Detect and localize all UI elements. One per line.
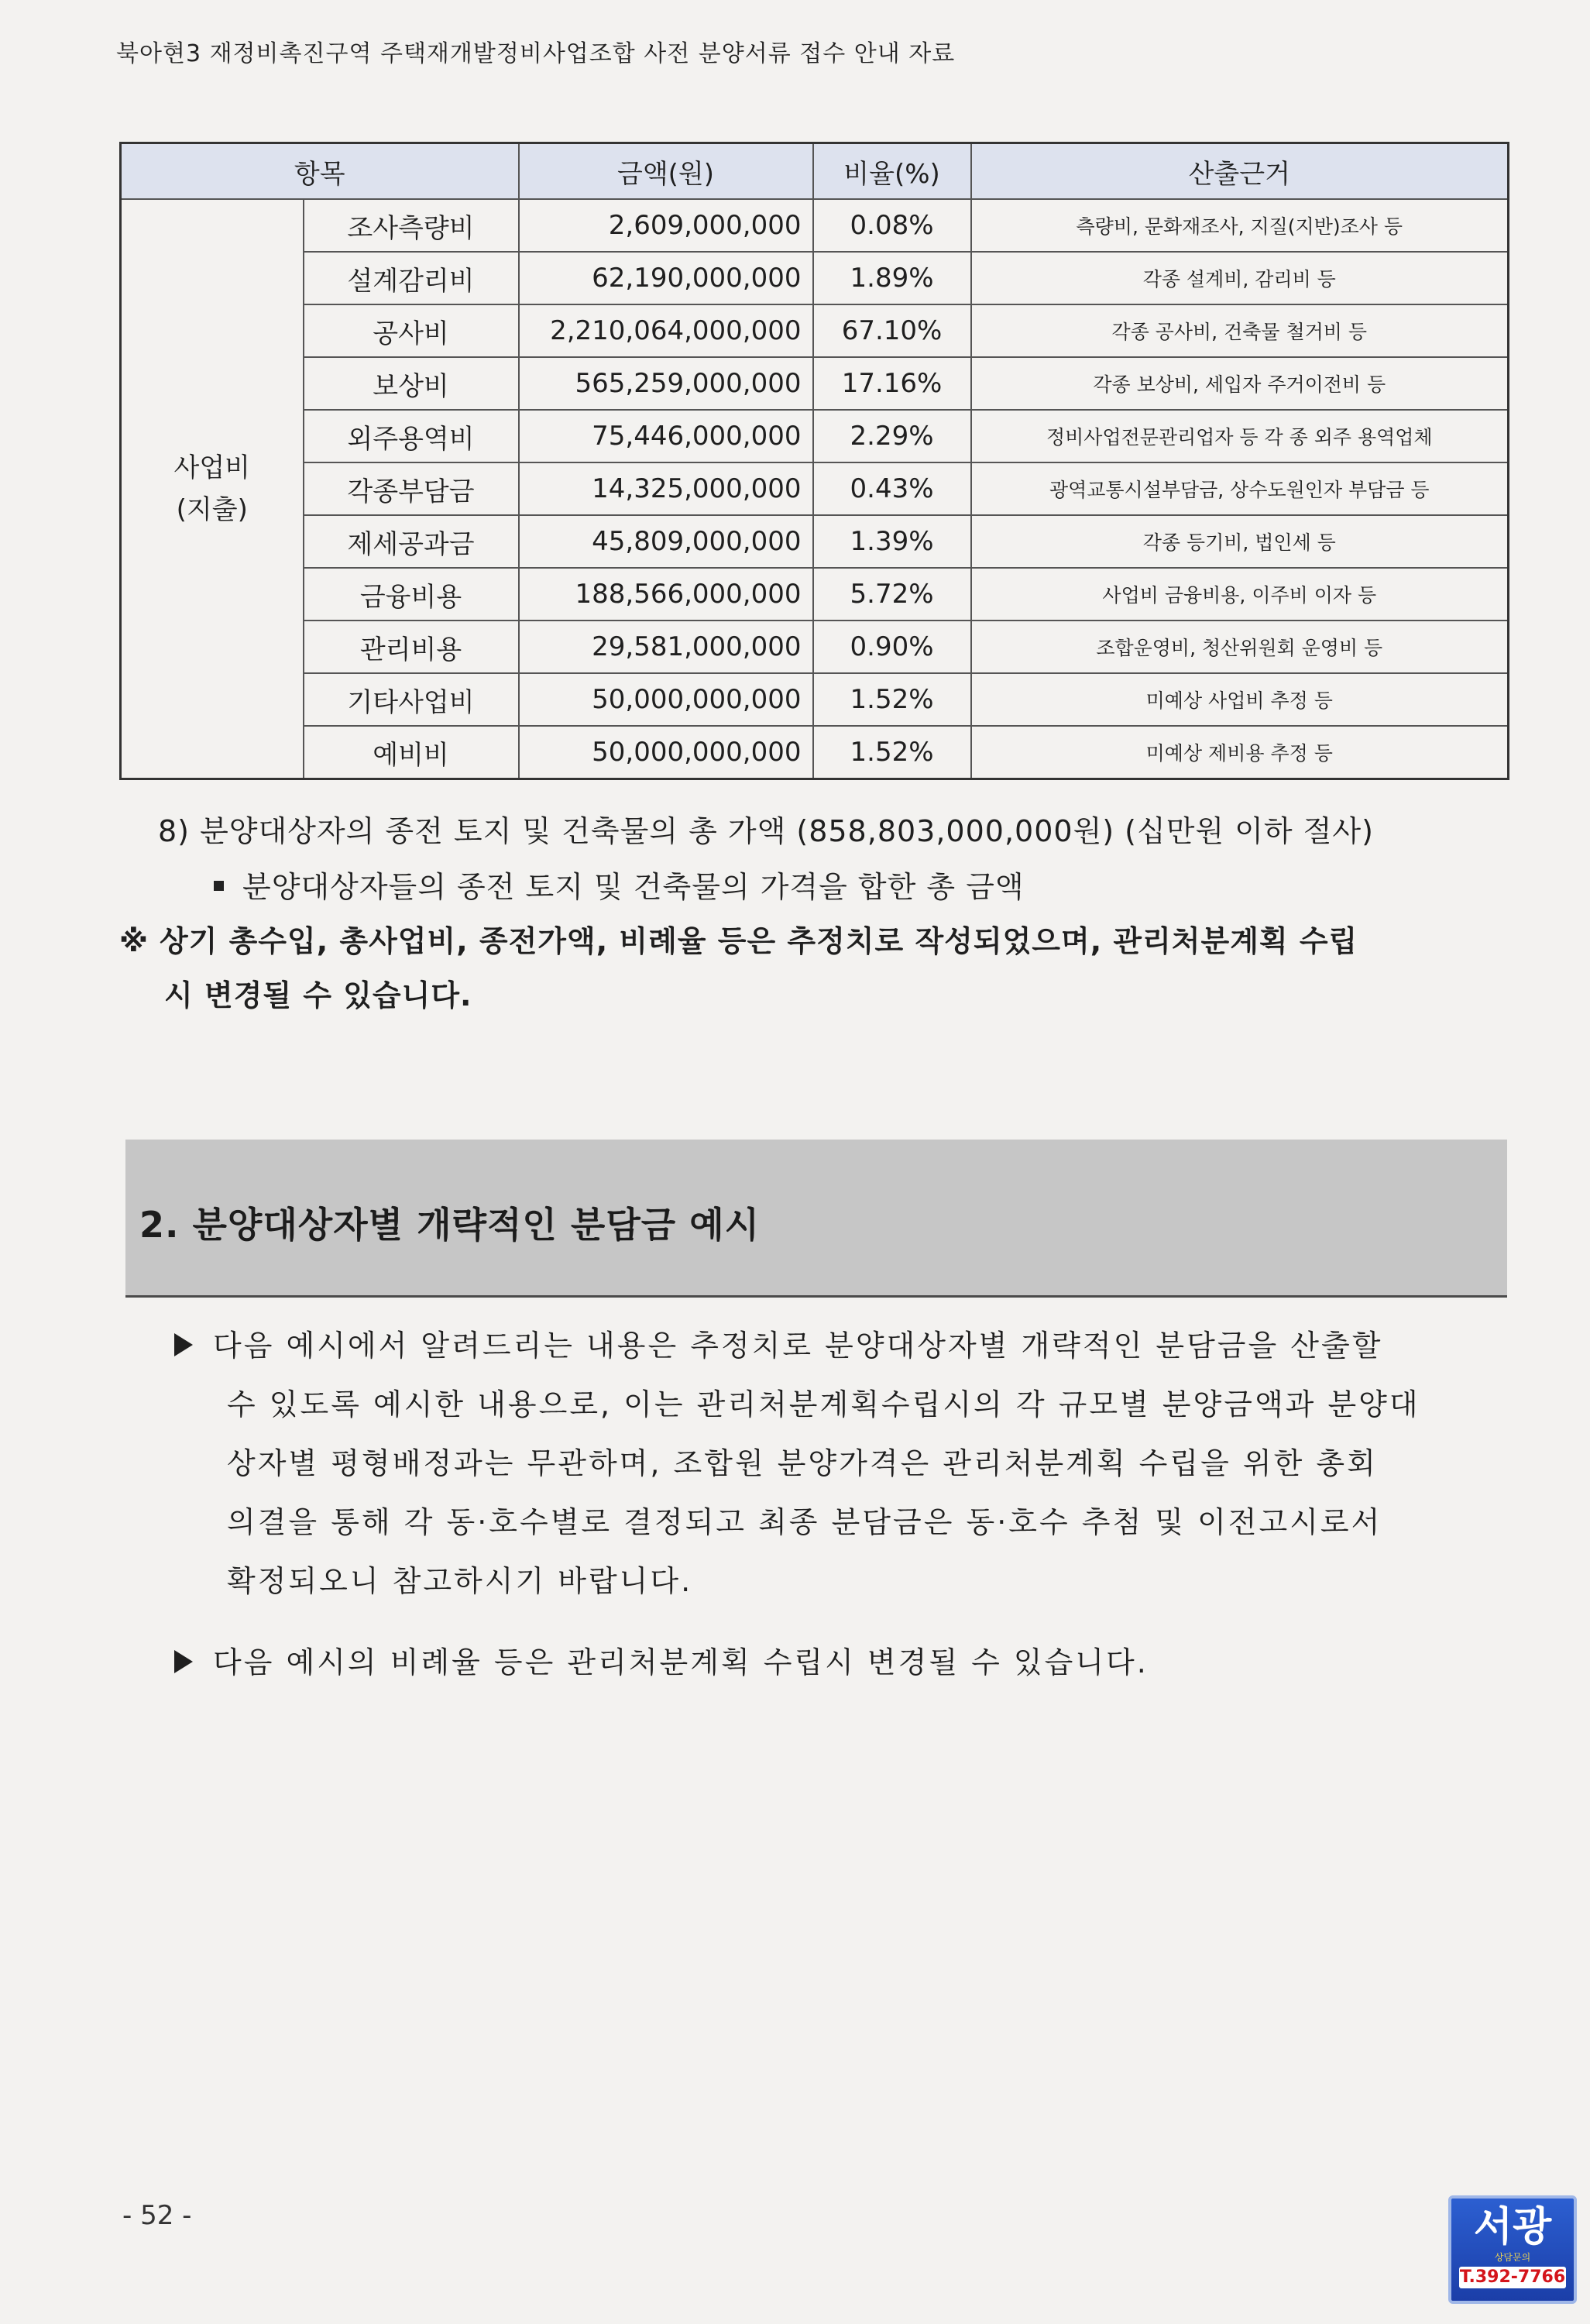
logo-phone: T.392-7766 <box>1459 2267 1566 2287</box>
item-ratio: 1.52% <box>813 673 971 726</box>
table-row <box>121 568 1509 621</box>
page-number: - 52 - <box>122 2200 192 2231</box>
item-name: 기타사업비 <box>304 673 519 726</box>
item-name: 금융비용 <box>304 568 519 621</box>
column-header-basis: 산출근거 <box>971 143 1509 200</box>
item-ratio: 67.10% <box>813 304 971 357</box>
item-basis: 조합운영비, 청산위원회 운영비 등 <box>971 621 1509 673</box>
item-basis: 측량비, 문화재조사, 지질(지반)조사 등 <box>971 199 1509 252</box>
item-basis: 미예상 제비용 추정 등 <box>971 726 1509 779</box>
table-row <box>121 304 1509 357</box>
page-header: 북아현3 재정비촉진구역 주택재개발정비사업조합 사전 분양서류 접수 안내 자료 <box>116 40 956 67</box>
table-row <box>121 462 1509 515</box>
item-amount: 565,259,000,000 <box>519 357 813 410</box>
table-row <box>121 252 1509 304</box>
item-name: 관리비용 <box>304 621 519 673</box>
paragraph-text: 다음 예시에서 알려드리는 내용은 추정치로 분양대상자별 개략적인 분담금을 산출할 <box>213 1329 1383 1363</box>
item-amount: 75,446,000,000 <box>519 410 813 462</box>
paragraph-line: 수 있도록 예시한 내용으로, 이는 관리처분계획수립시의 각 규모별 분양금액과 분양대 <box>227 1387 1420 1422</box>
note-item-8-bullet <box>214 863 1025 906</box>
paragraph-line: 상자별 평형배정과는 무관하며, 조합원 분양가격은 관리처분계획 수립을 위한 총회 <box>227 1446 1378 1480</box>
item-ratio: 1.39% <box>813 515 971 568</box>
table-row <box>121 357 1509 410</box>
table-row <box>121 621 1509 673</box>
item-name: 설계감리비 <box>304 252 519 304</box>
column-header-amount: 금액(원) <box>519 143 813 200</box>
item-basis: 각종 등기비, 법인세 등 <box>971 515 1509 568</box>
note-item-8: 8) 분양대상자의 종전 토지 및 건축물의 총 가액 (858,803,000,000원) (십만원 이하 절사) <box>158 814 1374 848</box>
project-cost-table <box>119 142 1509 780</box>
item-ratio: 2.29% <box>813 410 971 462</box>
paragraph-text: 다음 예시의 비례율 등은 관리처분계획 수립시 변경될 수 있습니다. <box>213 1645 1149 1679</box>
logo-main-text: 서광 <box>1473 2204 1552 2250</box>
item-name: 외주용역비 <box>304 410 519 462</box>
paragraph-line: 확정되오니 참고하시기 바랍니다. <box>227 1564 693 1598</box>
item-basis: 각종 설계비, 감리비 등 <box>971 252 1509 304</box>
table-row <box>121 199 1509 252</box>
item-name: 보상비 <box>304 357 519 410</box>
warning-line-1: 상기 총수입, 총사업비, 종전가액, 비례율 등은 추정치로 작성되었으며, 관리처분계획 수립 <box>159 924 1358 958</box>
paragraph-2 <box>174 1633 1514 1692</box>
item-name: 제세공과금 <box>304 515 519 568</box>
item-ratio: 5.72% <box>813 568 971 621</box>
item-basis: 미예상 사업비 추정 등 <box>971 673 1509 726</box>
item-basis: 정비사업전문관리업자 등 각 종 외주 용역업체 <box>971 410 1509 462</box>
warning-line-2: 시 변경될 수 있습니다. <box>164 978 472 1012</box>
item-basis: 사업비 금융비용, 이주비 이자 등 <box>971 568 1509 621</box>
column-header-ratio: 비율(%) <box>813 143 971 200</box>
item-amount: 29,581,000,000 <box>519 621 813 673</box>
column-header-item: 항목 <box>121 143 519 200</box>
item-ratio: 0.90% <box>813 621 971 673</box>
item-amount: 45,809,000,000 <box>519 515 813 568</box>
paragraph-line <box>174 1633 1514 1692</box>
item-ratio: 17.16% <box>813 357 971 410</box>
note-bullet-text: 분양대상자들의 종전 토지 및 건축물의 가격을 합한 총 금액 <box>242 870 1025 904</box>
table-row <box>121 410 1509 462</box>
group-label-line2: (지출) <box>176 494 248 525</box>
paragraph-line <box>174 1316 1514 1375</box>
section-title: 2. 분양대상자별 개략적인 분담금 예시 <box>139 1204 761 1246</box>
item-amount: 188,566,000,000 <box>519 568 813 621</box>
item-amount: 50,000,000,000 <box>519 673 813 726</box>
item-amount: 50,000,000,000 <box>519 726 813 779</box>
square-bullet-icon <box>214 881 224 891</box>
triangle-bullet-icon <box>174 1333 193 1356</box>
item-ratio: 0.08% <box>813 199 971 252</box>
item-ratio: 1.52% <box>813 726 971 779</box>
publisher-logo <box>1448 2195 1577 2304</box>
item-amount: 62,190,000,000 <box>519 252 813 304</box>
triangle-bullet-icon <box>174 1650 193 1673</box>
group-label-cell <box>121 199 304 779</box>
warning-note <box>119 914 1513 1023</box>
item-name: 조사측량비 <box>304 199 519 252</box>
item-basis: 각종 공사비, 건축물 철거비 등 <box>971 304 1509 357</box>
paragraph-1 <box>174 1316 1514 1611</box>
item-amount: 2,609,000,000 <box>519 199 813 252</box>
paragraph-line: 의결을 통해 각 동·호수별로 결정되고 최종 분담금은 동·호수 추첨 및 이전고시로서 <box>227 1505 1382 1539</box>
item-basis: 각종 보상비, 세입자 주거이전비 등 <box>971 357 1509 410</box>
group-label-line1: 사업비 <box>173 452 251 483</box>
item-ratio: 0.43% <box>813 462 971 515</box>
item-basis: 광역교통시설부담금, 상수도원인자 부담금 등 <box>971 462 1509 515</box>
table-row <box>121 673 1509 726</box>
table-row <box>121 726 1509 779</box>
section-underline <box>125 1295 1507 1298</box>
item-ratio: 1.89% <box>813 252 971 304</box>
reference-mark-icon: ※ <box>119 924 149 958</box>
item-amount: 2,210,064,000,000 <box>519 304 813 357</box>
table-row <box>121 515 1509 568</box>
item-name: 예비비 <box>304 726 519 779</box>
table-header-row <box>121 143 1509 200</box>
item-name: 공사비 <box>304 304 519 357</box>
item-amount: 14,325,000,000 <box>519 462 813 515</box>
item-name: 각종부담금 <box>304 462 519 515</box>
logo-sub-text: 상담문의 <box>1494 2252 1531 2263</box>
